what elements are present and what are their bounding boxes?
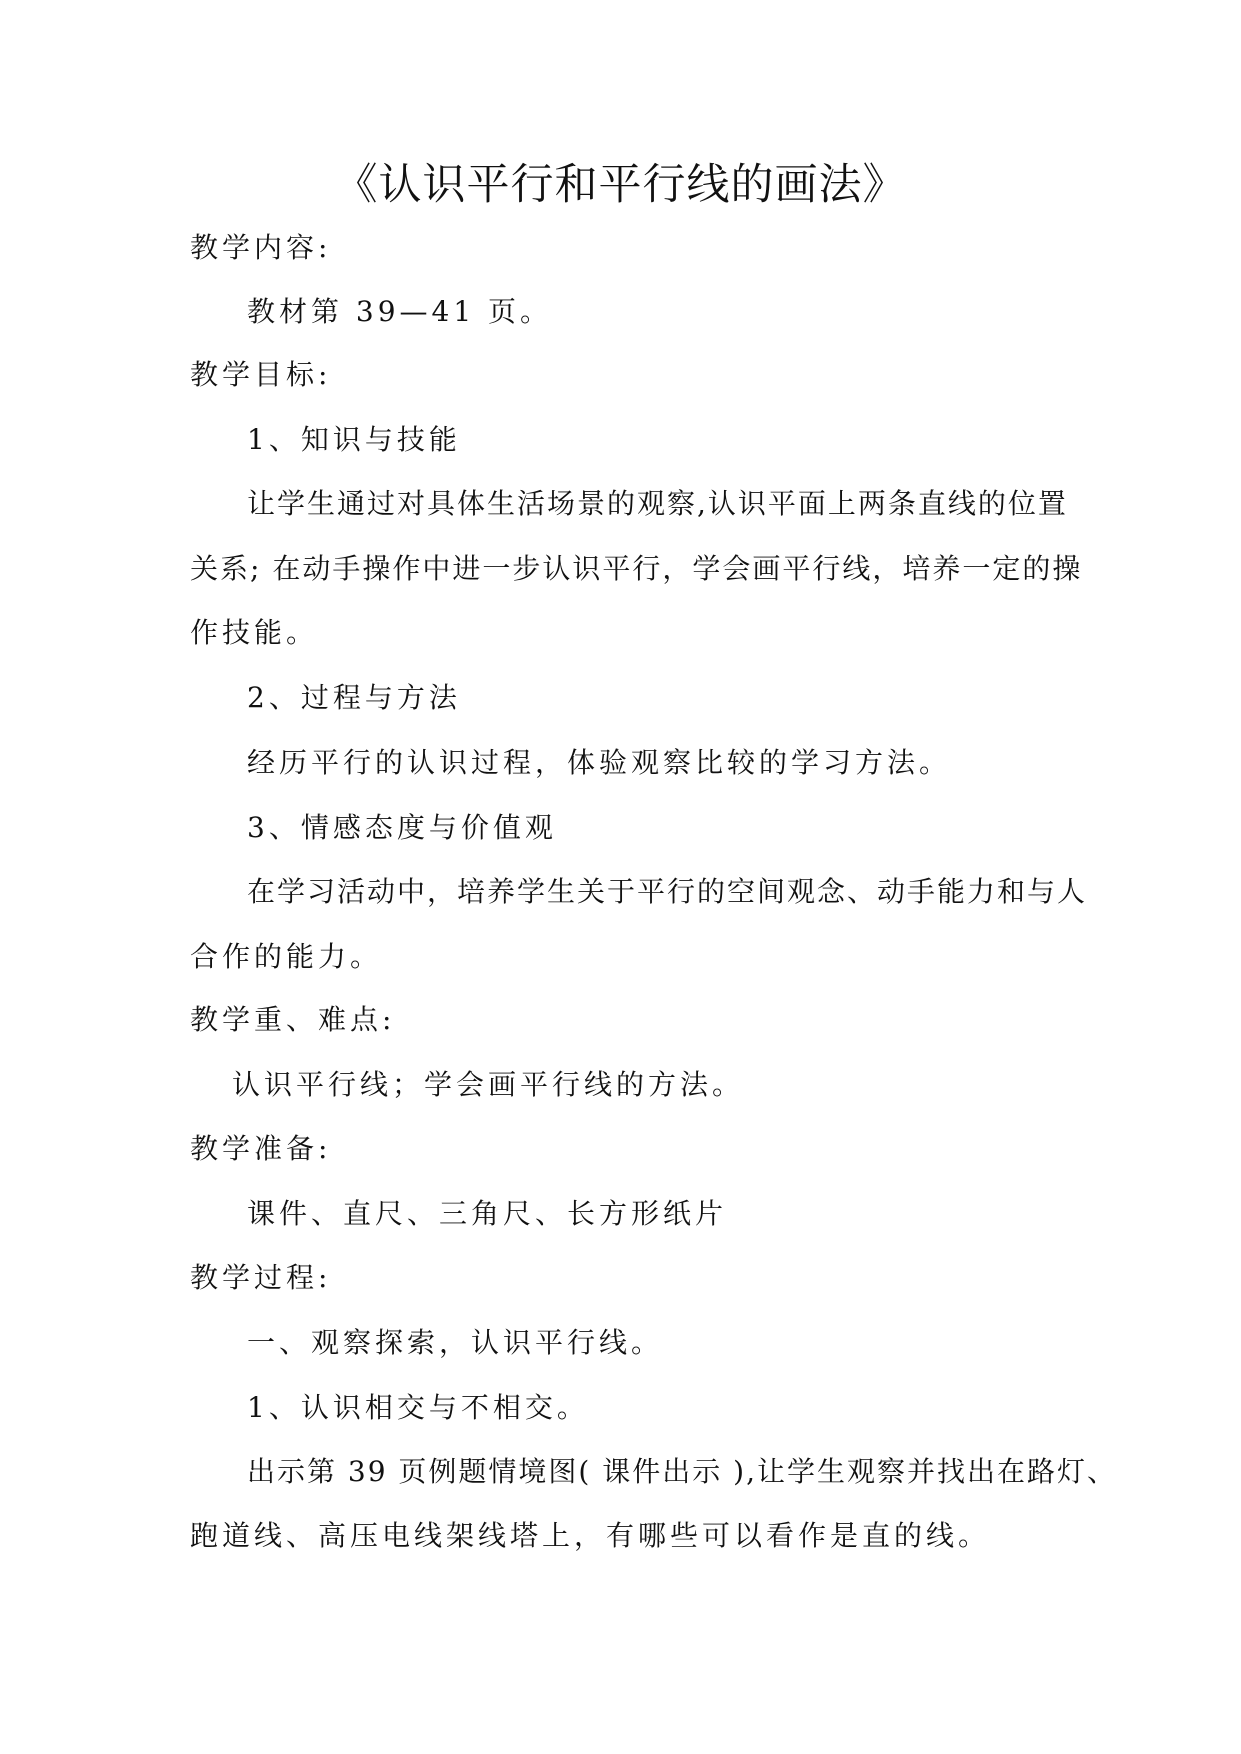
document-title: 《认识平行和平行线的画法》 <box>334 160 907 210</box>
section-heading-key-points: 教学重、难点: <box>190 1003 396 1036</box>
subheading-process-methods: 2、过程与方法 <box>247 681 461 714</box>
subheading-observe-explore: 一、观察探索，认识平行线。 <box>247 1326 664 1359</box>
paragraph-line: 让学生通过对具体生活场景的观察,认识平面上两条直线的位置 <box>247 487 1068 520</box>
section-heading-content: 教学内容: <box>190 231 332 264</box>
paragraph-textbook-pages: 教材第 39—41 页。 <box>247 295 553 328</box>
paragraph-line: 关系; 在动手操作中进一步认识平行，学会画平行线，培养一定的操 <box>190 552 1083 585</box>
paragraph-line: 跑道线、高压电线架线塔上，有哪些可以看作是直的线。 <box>190 1519 991 1552</box>
subheading-intersect: 1、认识相交与不相交。 <box>247 1391 589 1424</box>
paragraph-line: 经历平行的认识过程，体验观察比较的学习方法。 <box>247 746 952 779</box>
subheading-attitudes-values: 3、情感态度与价值观 <box>247 811 557 844</box>
paragraph-line: 出示第 39 页例题情境图( 课件出示 ),让学生观察并找出在路灯、 <box>247 1455 1117 1488</box>
paragraph-line: 合作的能力。 <box>190 940 383 973</box>
paragraph-preparation: 课件、直尺、三角尺、长方形纸片 <box>247 1197 728 1230</box>
section-heading-process: 教学过程: <box>190 1261 332 1294</box>
paragraph-key-points: 认识平行线；学会画平行线的方法。 <box>232 1068 745 1101</box>
paragraph-line: 作技能。 <box>190 616 319 649</box>
subheading-knowledge-skills: 1、知识与技能 <box>247 423 461 456</box>
paragraph-line: 在学习活动中，培养学生关于平行的空间观念、动手能力和与人 <box>247 875 1088 908</box>
section-heading-objectives: 教学目标: <box>190 358 332 391</box>
section-heading-preparation: 教学准备: <box>190 1132 332 1165</box>
